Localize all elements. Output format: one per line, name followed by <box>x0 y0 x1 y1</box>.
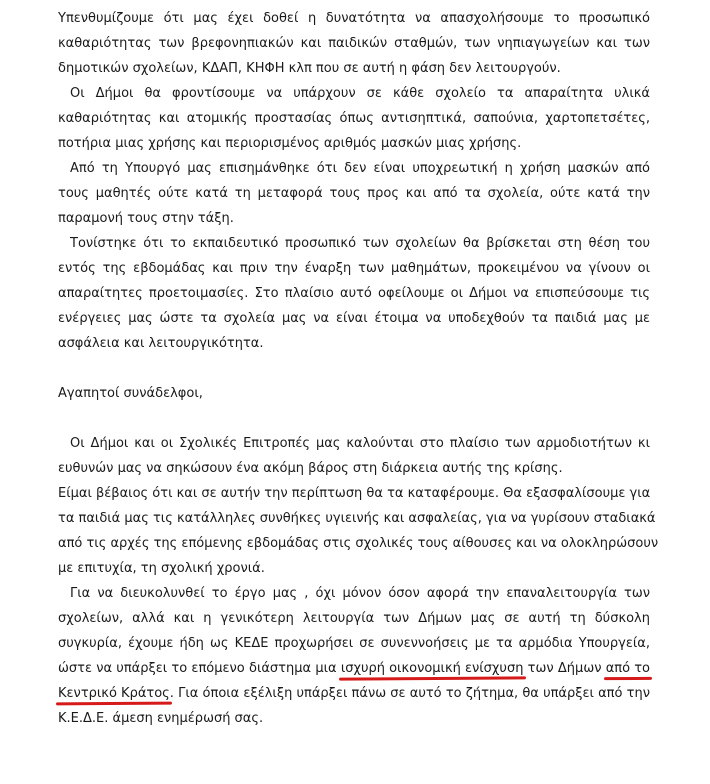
text-line: εντός της εβδομάδας και πριν την έναρξη των μαθημάτων, προκειμένου να γίνουν οι <box>58 261 650 276</box>
text-line: δημοτικών σχολείων, ΚΔΑΠ, ΚΗΦΗ κλπ που σε αυτή η φάση δεν λειτουργούν. <box>58 61 561 76</box>
text-line: Για να διευκολυνθεί το έργο μας , όχι μόνον όσον αφορά την επαναλειτουργία των <box>70 586 650 601</box>
text-segment: ώστε να υπάρξει το επόμενο διάστημα μια <box>58 661 341 676</box>
text-line-underlined <box>58 656 650 681</box>
text-line: καθαριότητας και ατομικής προστασίας όπως αντισηπτικά, σαπούνια, χαρτοπετσέτες, <box>58 111 650 126</box>
text-line: Κ.Ε.Δ.Ε. άμεση ενημέρωσή σας. <box>58 711 264 726</box>
text-line: σχολείων, αλλά και η γενικότερη λειτουργία των Δήμων μας σε αυτή τη δύσκολη <box>58 611 650 626</box>
red-underlined-phrase: ισχυρή οικονομική ενίσχυση <box>341 656 524 681</box>
text-line: παραμονή τους στην τάξη. <box>58 211 234 226</box>
text-line: τα παιδιά μας τις κατάλληλες συνθήκες υγιεινής και ασφαλείας, για να γυρίσουν σταδιακά <box>58 511 656 526</box>
text-line: τους μαθητές ούτε κατά τη μεταφορά τους προς και από τα σχολεία, ούτε κατά την <box>58 186 650 201</box>
text-segment: των Δήμων <box>523 661 606 676</box>
text-segment: . Για όποια εξέλιξη υπάρξει πάνω σε αυτό το ζήτημα, θα υπάρξει από την <box>169 686 650 701</box>
text-line: Τονίστηκε ότι το εκπαιδευτικό προσωπικό των σχολείων θα βρίσκεται στη θέση του <box>70 236 650 251</box>
red-underlined-phrase: από το <box>606 656 650 681</box>
text-line: ασφάλεια και λειτουργικότητα. <box>58 336 264 351</box>
text-line: με επιτυχία, τη σχολική χρονιά. <box>58 561 265 576</box>
text-line: Υπενθυμίζουμε ότι μας έχει δοθεί η δυνατότητα να απασχολήσουμε το προσωπικό <box>58 11 650 26</box>
text-line: ευθυνών μας να σηκώσουν ένα ακόμη βάρος στη διάρκεια αυτής της κρίσης. <box>58 461 563 476</box>
text-line: συγκυρία, έχουμε ήδη ως ΚΕΔΕ προχωρήσει σε συνεννοήσεις με τα αρμόδια Υπουργεία, <box>58 636 650 651</box>
blank-line <box>58 406 650 431</box>
text-line: Από τη Υπουργό μας επισημάνθηκε ότι δεν είναι υποχρεωτική η χρήση μασκών από <box>70 161 650 176</box>
text-line: ποτήρια μιας χρήσης και περιορισμένος αριθμός μασκών μιας χρήσης. <box>58 136 522 151</box>
blank-line <box>58 356 650 381</box>
text-line: Οι Δήμοι και οι Σχολικές Επιτροπές μας καλούνται στο πλαίσιο των αρμοδιοτήτων κι <box>70 436 650 451</box>
text-line: από τις αρχές της επόμενης εβδομάδας στις σχολικές τους αίθουσες και να ολοκληρώσουν <box>58 536 659 551</box>
text-line: απαραίτητες προετοιμασίες. Στο πλαίσιο αυτό οφείλουμε οι Δήμοι να επισπεύσουμε τις <box>58 286 650 301</box>
document-page <box>58 6 659 731</box>
red-underlined-phrase: Κεντρικό Κράτος <box>58 681 170 706</box>
text-line: ενέργειες μας ώστε τα σχολεία μας να είναι έτοιμα να υποδεχθούν τα παιδιά μας με <box>58 311 650 326</box>
text-line: Οι Δήμοι θα φροντίσουμε να υπάρχουν σε κάθε σχολείο τα απαραίτητα υλικά <box>70 86 650 101</box>
text-line: Είμαι βέβαιος ότι και σε αυτήν την περίπτωση θα τα καταφέρουμε. Θα εξασφαλίσουμε για <box>58 486 651 501</box>
text-line-underlined <box>58 681 650 706</box>
salutation: Αγαπητοί συνάδελφοι, <box>58 386 203 401</box>
text-line: καθαριότητας των βρεφονηπιακών και παιδικών σταθμών, των νηπιαγωγείων και των <box>58 36 650 51</box>
